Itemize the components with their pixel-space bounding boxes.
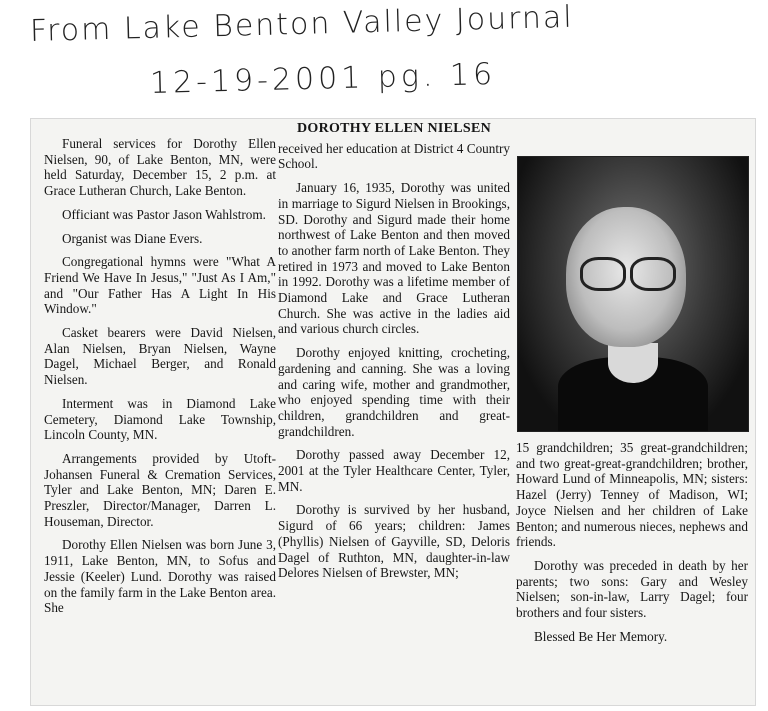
obituary-title: DOROTHY ELLEN NIELSEN — [296, 121, 492, 136]
newspaper-clipping — [30, 118, 756, 706]
closing-line: Blessed Be Her Memory. — [534, 628, 668, 644]
paragraph: received her education at District 4 Country School. — [278, 140, 510, 172]
obituary-column-1 — [44, 136, 276, 624]
obituary-column-2 — [278, 121, 510, 589]
paragraph: Dorothy was preceded in death by her parents; two sons: Gary and Wesley Nielsen; son-in-law, Larry Dagel; four brothers and four sisters. — [516, 557, 748, 621]
handwritten-source-note: From Lake Benton Valley Journal — [29, 0, 575, 49]
paragraph: Dorothy passed away December 12, 2001 at the Tyler Healthcare Center, Tyler, MN. — [278, 447, 510, 494]
paragraph: 15 grandchildren; 35 great-grandchildren; and two great-great-grandchildren; brother, Howard Lund of Minneapolis, MN; sisters: Hazel (Jerry) Tenney of Madison, WI; Joyce Nielsen and her children of Lake Benton; and numerous nieces, nephews and friends. — [516, 440, 748, 550]
paragraph: Interment was in Diamond Lake Cemetery, Diamond Lake Township, Lincoln County, MN. — [44, 395, 276, 443]
handwritten-date-page-note: 12-19-2001 pg. 16 — [149, 56, 497, 101]
paragraph: Funeral services for Dorothy Ellen Nielsen, 90, of Lake Benton, MN, were held Saturday, December 15, 2 p.m. at Grace Lutheran Church, Lake Benton. — [44, 136, 276, 199]
paragraph: Casket bearers were David Nielsen, Alan Nielsen, Bryan Nielsen, Wayne Dagel, Michael Berger, and Ronald Nielsen. — [44, 325, 276, 388]
photo-eyeglass-right — [630, 257, 676, 291]
paragraph: Arrangements provided by Utoft-Johansen Funeral & Cremation Services, Tyler and Lake Benton, MN; Daren E. Preszler, Director/Manager, Darren L. Houseman, Director. — [44, 450, 276, 529]
paragraph: January 16, 1935, Dorothy was united in marriage to Sigurd Nielsen in Brookings, SD. Dorothy and Sigurd made their home northwest of Lake Benton and then moved to another farm north of Lake Benton. They retired in 1973 and moved to Lake Benton in 1992. Dorothy was a lifetime member of Diamond Lake and Grace Lutheran Church. She was active in the ladies aid and various church circles. — [278, 180, 510, 337]
portrait-photo — [517, 156, 749, 432]
paragraph: Dorothy Ellen Nielsen was born June 3, 1911, Lake Benton, MN, to Sofus and Jessie (Keeler) Lund. Dorothy was raised on the family farm in the Lake Benton area. She — [44, 537, 276, 616]
obituary-column-3 — [516, 440, 748, 652]
photo-eyeglass-left — [580, 257, 626, 291]
paragraph: Dorothy enjoyed knitting, crocheting, gardening and canning. She was a loving and caring wife, mother and grandmother, who enjoyed spending time with their children, grandchildren and great-grandchildren. — [278, 345, 510, 439]
paragraph: Organist was Diane Evers. — [62, 230, 203, 246]
paragraph: Dorothy is survived by her husband, Sigurd of 66 years; children: James (Phyllis) Nielsen of Gayville, SD, Deloris Dagel of Ruthton, MN, daughter-in-law Delores Nielsen of Brewster, MN; — [278, 502, 510, 581]
paragraph: Officiant was Pastor Jason Wahlstrom. — [62, 206, 266, 222]
paragraph: Congregational hymns were "What A Friend We Have In Jesus," "Just As I Am," and "Our Father Has A Light In His Window." — [44, 254, 276, 317]
photo-neck — [608, 343, 658, 383]
